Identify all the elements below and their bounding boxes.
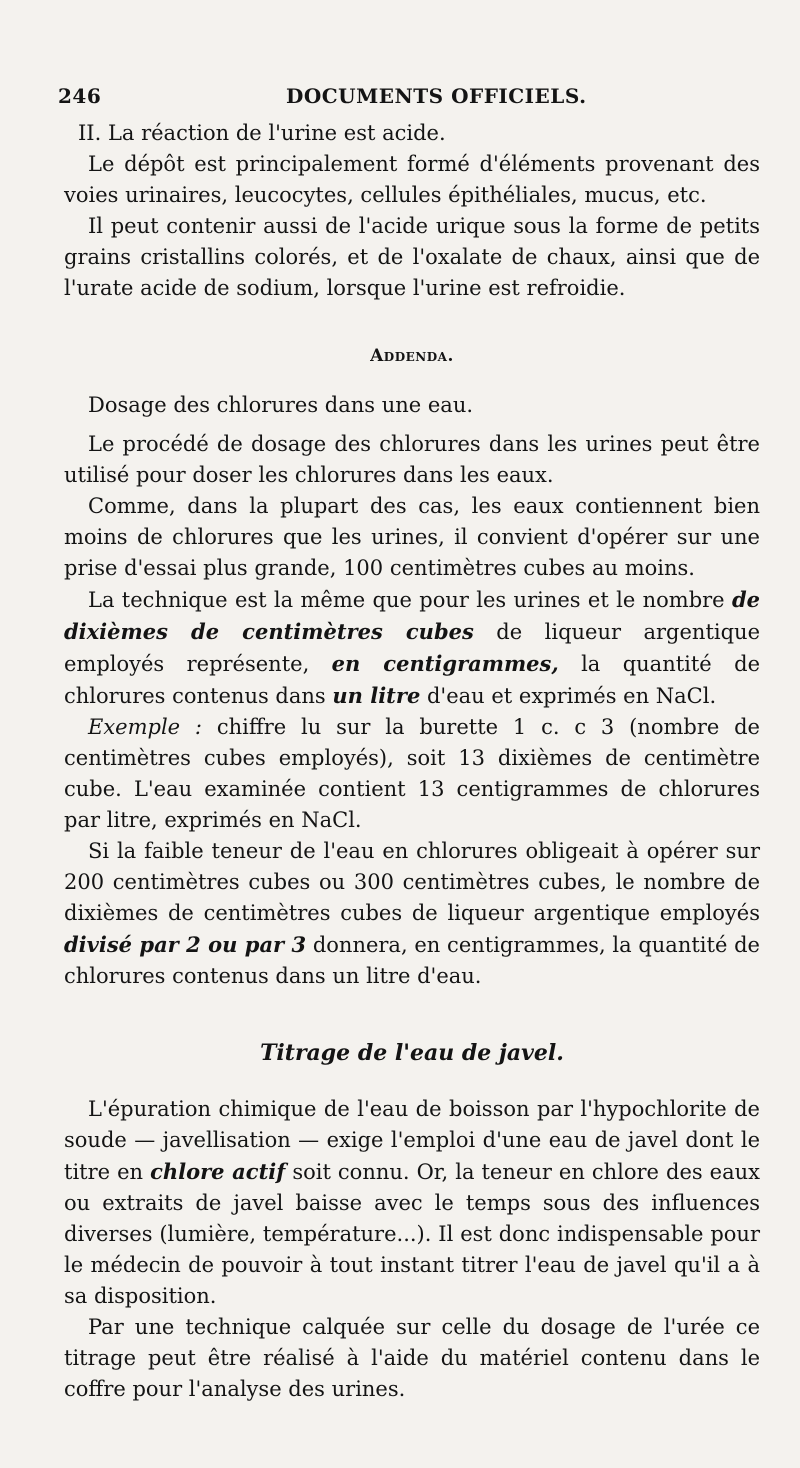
text-run: soit connu. Or, la teneur en chlore des eaux ou extraits de javel baisse avec le temps sous des influences diverses (lumière, température...). Il est donc indispensable pour le médecin de pouvoir à tout instant titrer l'eau de javel qu'il a à sa disposition. — [64, 1160, 760, 1308]
italic-run: divisé par 2 ou par 3 — [64, 932, 307, 957]
running-title: DOCUMENTS OFFICIELS. — [286, 84, 587, 108]
paragraph: Le dépôt est principalement formé d'éléments provenant des voies urinaires, leucocytes, cellules épithéliales, mucus, etc. — [64, 152, 760, 207]
italic-run: chlore actif — [150, 1159, 286, 1184]
text-run: L'épuration chimique de l'eau de boisson par l'hypochlorite de soude — javellisation — exige l'emploi d'une eau de javel dont le titre en — [64, 1097, 760, 1184]
paragraph — [64, 836, 760, 992]
italic-run: en centigrammes, — [331, 651, 559, 676]
paragraph — [64, 584, 760, 712]
paragraph: Il peut contenir aussi de l'acide urique sous la forme de petits grains cristallins colorés, et de l'oxalate de chaux, ainsi que de l'urate acide de sodium, lorsque l'urine est refroidie. — [64, 214, 760, 300]
text-run: Si la faible teneur de l'eau en chlorures obligeait à opérer sur 200 centimètres cubes ou 300 centimètres cubes, le nombre de dixièmes de centimètres cubes de liqueur argentique employés — [64, 839, 760, 925]
section-urine-reaction — [64, 118, 760, 304]
italic-run: de dixièmes de centimètres cubes — [64, 587, 760, 644]
paragraph: Par une technique calquée sur celle du dosage de l'urée ce titrage peut être réalisé à l'aide du matériel contenu dans le coffre pour l'analyse des urines. — [64, 1315, 760, 1401]
paragraph — [64, 712, 760, 836]
paragraph — [64, 1094, 760, 1312]
text-run: d'eau et exprimés en NaCl. — [420, 684, 717, 708]
italic-run: Exemple : — [88, 715, 202, 739]
section-addenda — [64, 390, 760, 992]
text-run: La technique est la même que pour les urines et le nombre — [88, 588, 732, 612]
paragraph: Comme, dans la plupart des cas, les eaux contiennent bien moins de chlorures que les urines, il convient d'opérer sur une prise d'essai plus grande, 100 centimètres cubes au moins. — [64, 494, 760, 580]
paragraph-subtitle: Dosage des chlorures dans une eau. — [88, 393, 474, 417]
paragraph: Le procédé de dosage des chlorures dans les urines peut être utilisé pour doser les chlorures dans les eaux. — [64, 432, 760, 487]
section-javel — [64, 1094, 760, 1405]
text-run: de liqueur argentique employés représente, — [64, 620, 760, 676]
page-number: 246 — [58, 84, 102, 108]
section-heading-javel: Titrage de l'eau de javel. — [260, 1040, 564, 1066]
text-run: la quantité de chlorures contenus dans — [64, 652, 760, 708]
text-run: donnera, en centigrammes, la quantité de chlorures contenus dans un litre d'eau. — [64, 933, 760, 988]
section-heading-addenda: Addenda. — [370, 346, 454, 366]
paragraph: II. La réaction de l'urine est acide. — [78, 121, 446, 145]
italic-run: un litre — [332, 683, 421, 708]
text-run: chiffre lu sur la burette 1 c. c 3 (nombre de centimètres cubes employés), soit 13 dixièmes de centimètre cube. L'eau examinée contient 13 centigrammes de chlorures par litre, exprimés en NaCl. — [64, 715, 760, 832]
page-header — [58, 84, 760, 118]
